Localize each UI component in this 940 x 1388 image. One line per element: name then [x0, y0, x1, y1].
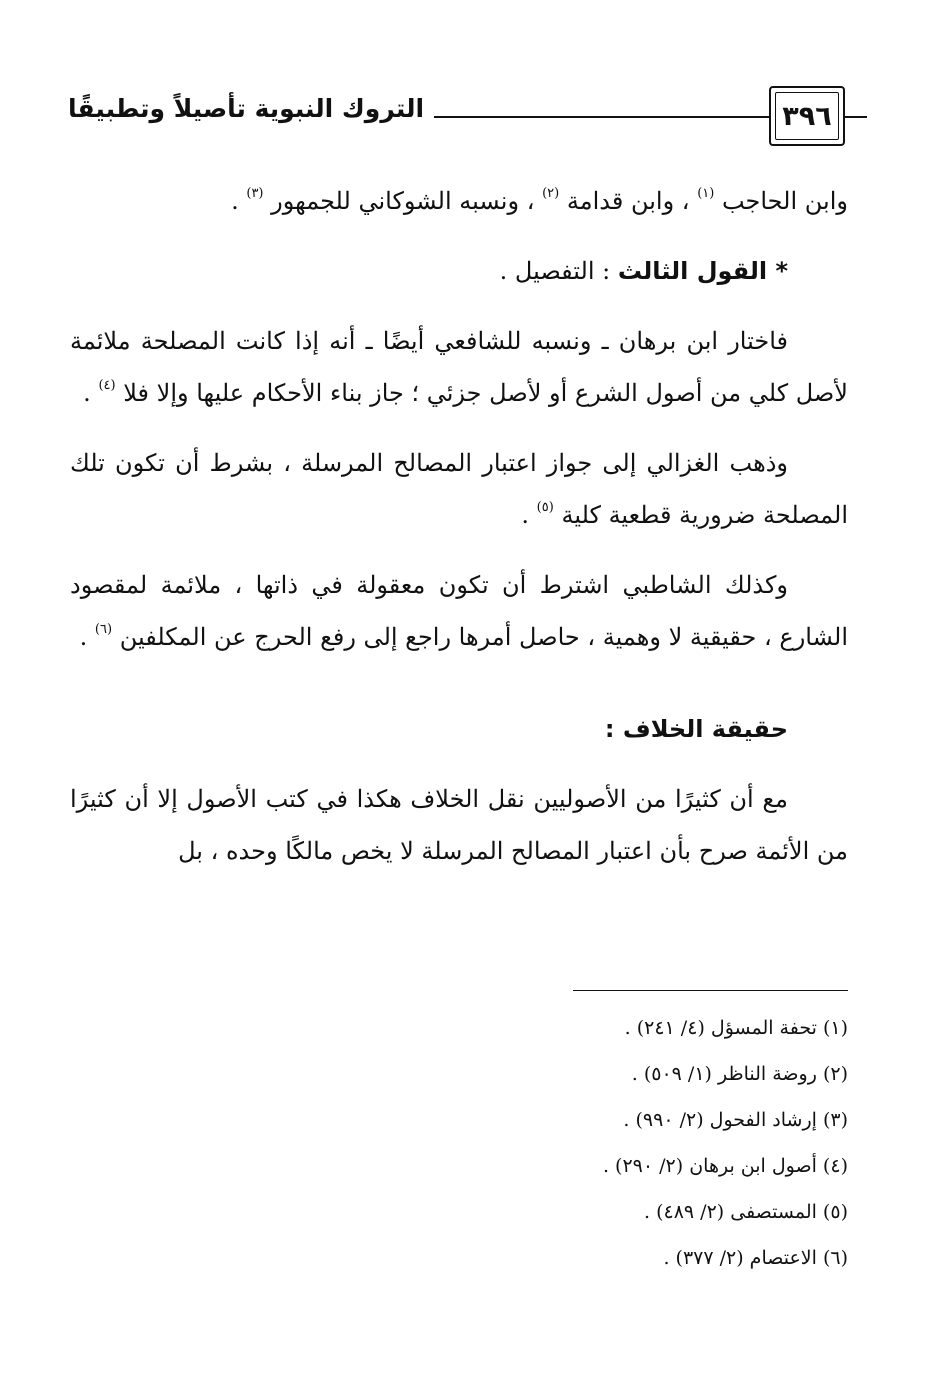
p1-text-1: وابن الحاجب: [721, 187, 848, 215]
p1-text-2: ، وابن قدامة: [566, 187, 690, 215]
p1-text-4: .: [231, 187, 239, 215]
p5-text: وكذلك الشاطبي اشترط أن تكون معقولة في ذاتها ، ملائمة لمقصود الشارع ، حقيقية لا وهمية ، حاصل أمرها راجع إلى رفع الحرج عن المكلفين: [70, 571, 848, 651]
paragraph-1: [70, 175, 848, 227]
paragraph-5: [70, 559, 848, 663]
footnote-6: (٦) الاعتصام (٢/ ٣٧٧) .: [663, 1247, 848, 1269]
footnote-ref-6: (٦): [94, 622, 113, 637]
section-heading: حقيقة الخلاف :: [604, 715, 788, 743]
paragraph-6: [70, 773, 848, 877]
footnotes: [348, 1005, 848, 1281]
p6-text: مع أن كثيرًا من الأصوليين نقل الخلاف هكذا في كتب الأصول إلا أن كثيرًا من الأئمة صرح بأن اعتبار المصالح المرسلة لا يخص مالكًا وحده ، بل: [70, 785, 848, 865]
footnote-3: (٣) إرشاد الفحول (٢/ ٩٩٠) .: [623, 1109, 848, 1131]
third-opinion-text: : التفصيل .: [499, 257, 611, 285]
third-opinion-label: * القول الثالث: [617, 257, 788, 285]
footnote-ref-4: (٤): [98, 378, 116, 393]
footnote-1: (١) تحفة المسؤل (٤/ ٢٤١) .: [624, 1017, 848, 1039]
footnote-2: (٢) روضة الناظر (١/ ٥٠٩) .: [631, 1063, 848, 1085]
page-header: [68, 82, 845, 142]
p4-text: وذهب الغزالي إلى جواز اعتبار المصالح المرسلة ، بشرط أن تكون تلك المصلحة ضرورية قطعية كلية: [70, 449, 848, 529]
p3-end: .: [83, 379, 91, 407]
paragraph-4: [70, 437, 848, 541]
p5-end: .: [79, 623, 88, 651]
paragraph-3: [70, 315, 848, 419]
footnote-separator: [573, 990, 848, 991]
p4-end: .: [521, 501, 530, 529]
paragraph-2: [70, 245, 848, 297]
page-number: ٣٩٦: [769, 86, 845, 146]
running-title: التروك النبوية تأصيلاً وتطبيقًا: [68, 94, 434, 123]
p1-text-3: ، ونسبه الشوكاني للجمهور: [271, 187, 535, 215]
footnote-ref-2: (٢): [542, 186, 560, 201]
footnote-ref-5: (٥): [536, 500, 554, 515]
footnote-ref-1: (١): [697, 186, 715, 201]
main-text: [70, 175, 848, 877]
footnote-ref-3: (٣): [246, 186, 264, 201]
footnote-5: (٥) المستصفى (٢/ ٤٨٩) .: [643, 1201, 848, 1223]
p3-text: فاختار ابن برهان ـ ونسبه للشافعي أيضًا ـ أنه إذا كانت المصلحة ملائمة لأصل كلي من أصول الشرع أو لأصل جزئي ؛ جاز بناء الأحكام عليها وإلا فلا: [70, 327, 848, 407]
footnote-4: (٤) أصول ابن برهان (٢/ ٢٩٠) .: [602, 1155, 848, 1177]
